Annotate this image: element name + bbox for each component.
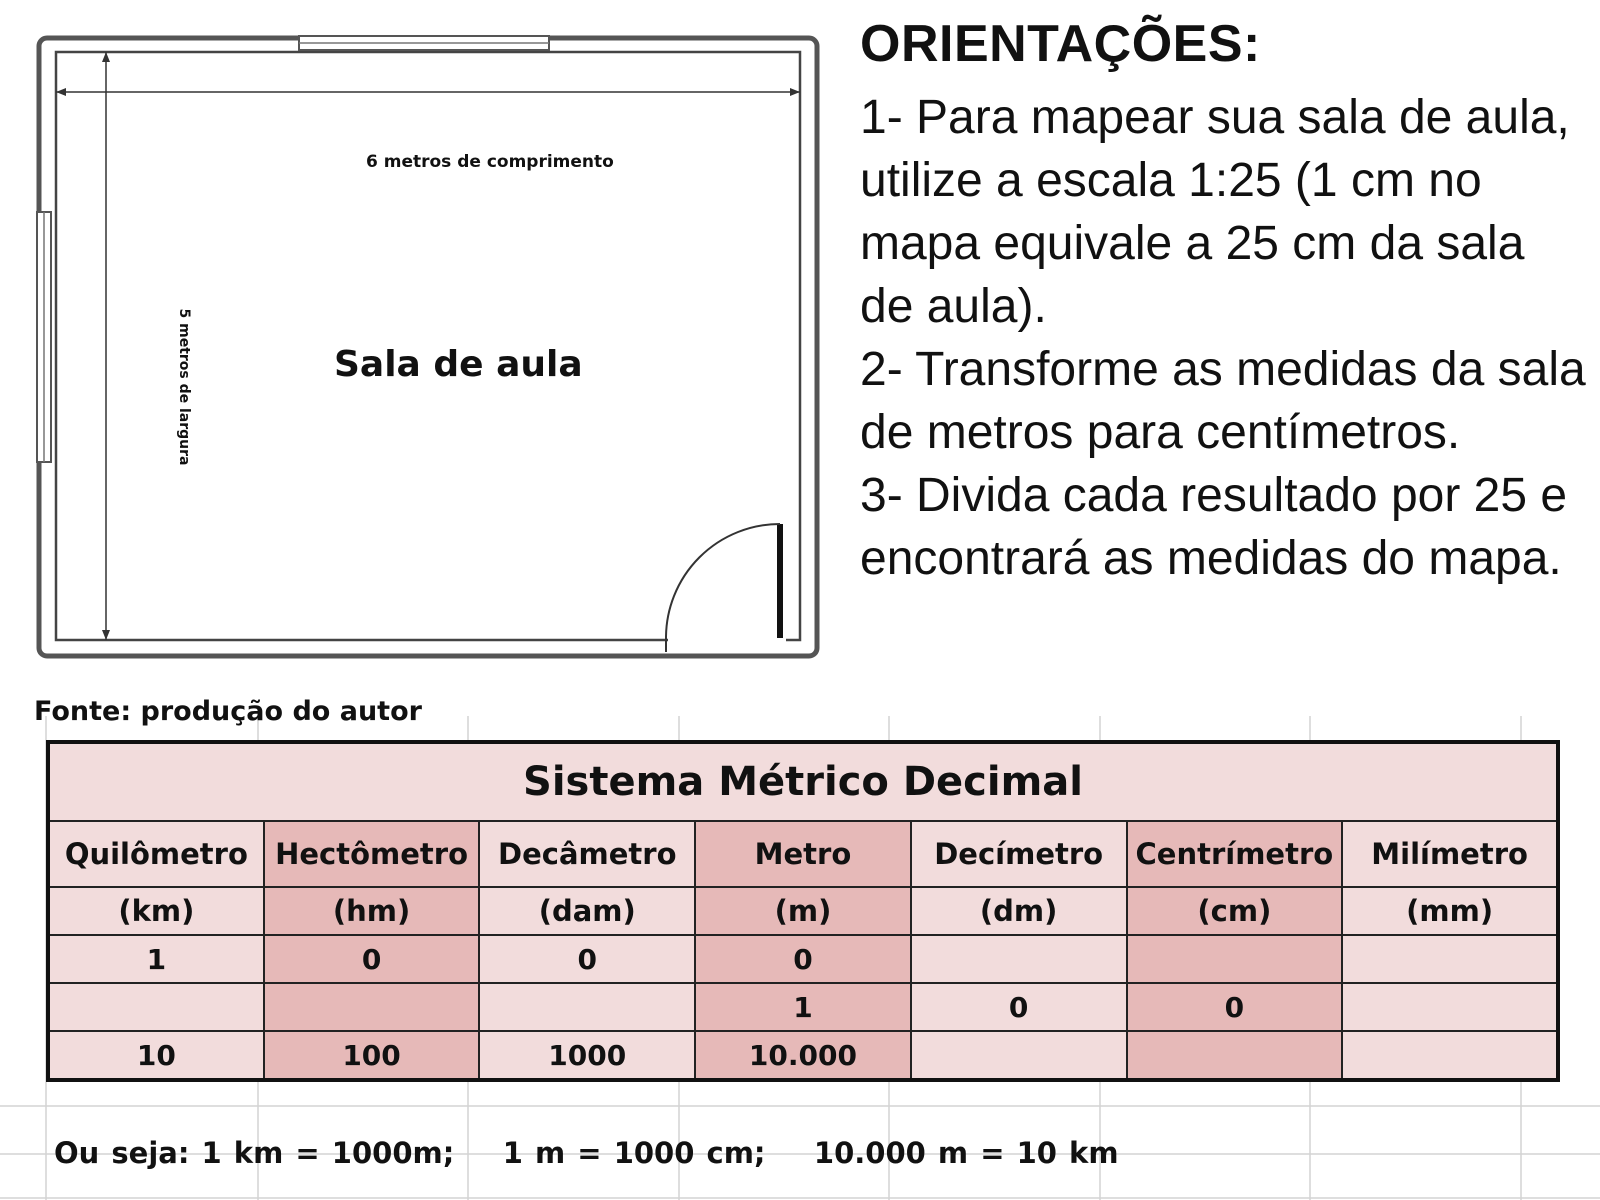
unit-m: (m)	[695, 887, 911, 935]
header-dm: Decímetro	[911, 821, 1127, 887]
table-cell	[911, 1031, 1127, 1080]
table-units-row	[48, 887, 1558, 935]
table-cell: 10	[48, 1031, 264, 1080]
length-label: 6 metros de comprimento	[366, 152, 614, 172]
table-cell: 100	[264, 1031, 480, 1080]
metric-system-table	[46, 740, 1560, 1082]
unit-mm: (mm)	[1342, 887, 1558, 935]
header-dam: Decâmetro	[479, 821, 695, 887]
instruction-step-1: 1- Para mapear sua sala de aula, utilize a escala 1:25 (1 cm no mapa equivale a 25 cm da sala de aula).	[860, 91, 1570, 333]
room-label: Sala de aula	[334, 344, 583, 385]
table-cell	[1342, 1031, 1558, 1080]
table-cell: 1	[695, 983, 911, 1031]
table-cell	[48, 983, 264, 1031]
table-caption-row	[48, 742, 1558, 821]
header-m: Metro	[695, 821, 911, 887]
table-cell	[1127, 935, 1343, 983]
table-row	[48, 983, 1558, 1031]
table-cell: 0	[911, 983, 1127, 1031]
table-cell	[1342, 935, 1558, 983]
table-cell: 1	[48, 935, 264, 983]
table-row	[48, 1031, 1558, 1080]
header-hm: Hectômetro	[264, 821, 480, 887]
unit-cm: (cm)	[1127, 887, 1343, 935]
instructions-title: ORIENTAÇÕES:	[860, 15, 1261, 73]
door-swing-arc	[666, 524, 780, 638]
instructions-panel	[860, 14, 1590, 590]
table-cell: 0	[479, 935, 695, 983]
header-km: Quilômetro	[48, 821, 264, 887]
table-cell	[1342, 983, 1558, 1031]
table-cell	[264, 983, 480, 1031]
unit-hm: (hm)	[264, 887, 480, 935]
table-cell: 0	[264, 935, 480, 983]
instruction-step-3: 3- Divida cada resultado por 25 e encontrará as medidas do mapa.	[860, 469, 1568, 585]
table-cell: 1000	[479, 1031, 695, 1080]
unit-km: (km)	[48, 887, 264, 935]
table-cell	[479, 983, 695, 1031]
classroom-floor-plan	[34, 32, 834, 682]
table-row	[48, 935, 1558, 983]
source-note: Fonte: produção do autor	[34, 696, 422, 727]
table-cell	[911, 935, 1127, 983]
unit-dm: (dm)	[911, 887, 1127, 935]
table-cell: 10.000	[695, 1031, 911, 1080]
header-cm: Centrímetro	[1127, 821, 1343, 887]
instruction-step-2: 2- Transforme as medidas da sala de metros para centímetros.	[860, 343, 1586, 459]
table-header-row	[48, 821, 1558, 887]
unit-dam: (dam)	[479, 887, 695, 935]
width-label: 5 metros de largura	[176, 308, 192, 466]
conversion-summary: Ou seja: 1 km = 1000m; 1 m = 1000 cm; 10.000 m = 10 km	[54, 1136, 1119, 1170]
table-caption: Sistema Métrico Decimal	[48, 742, 1558, 821]
table-cell	[1127, 1031, 1343, 1080]
door-opening	[668, 634, 786, 648]
table-cell: 0	[1127, 983, 1343, 1031]
table-cell: 0	[695, 935, 911, 983]
header-mm: Milímetro	[1342, 821, 1558, 887]
